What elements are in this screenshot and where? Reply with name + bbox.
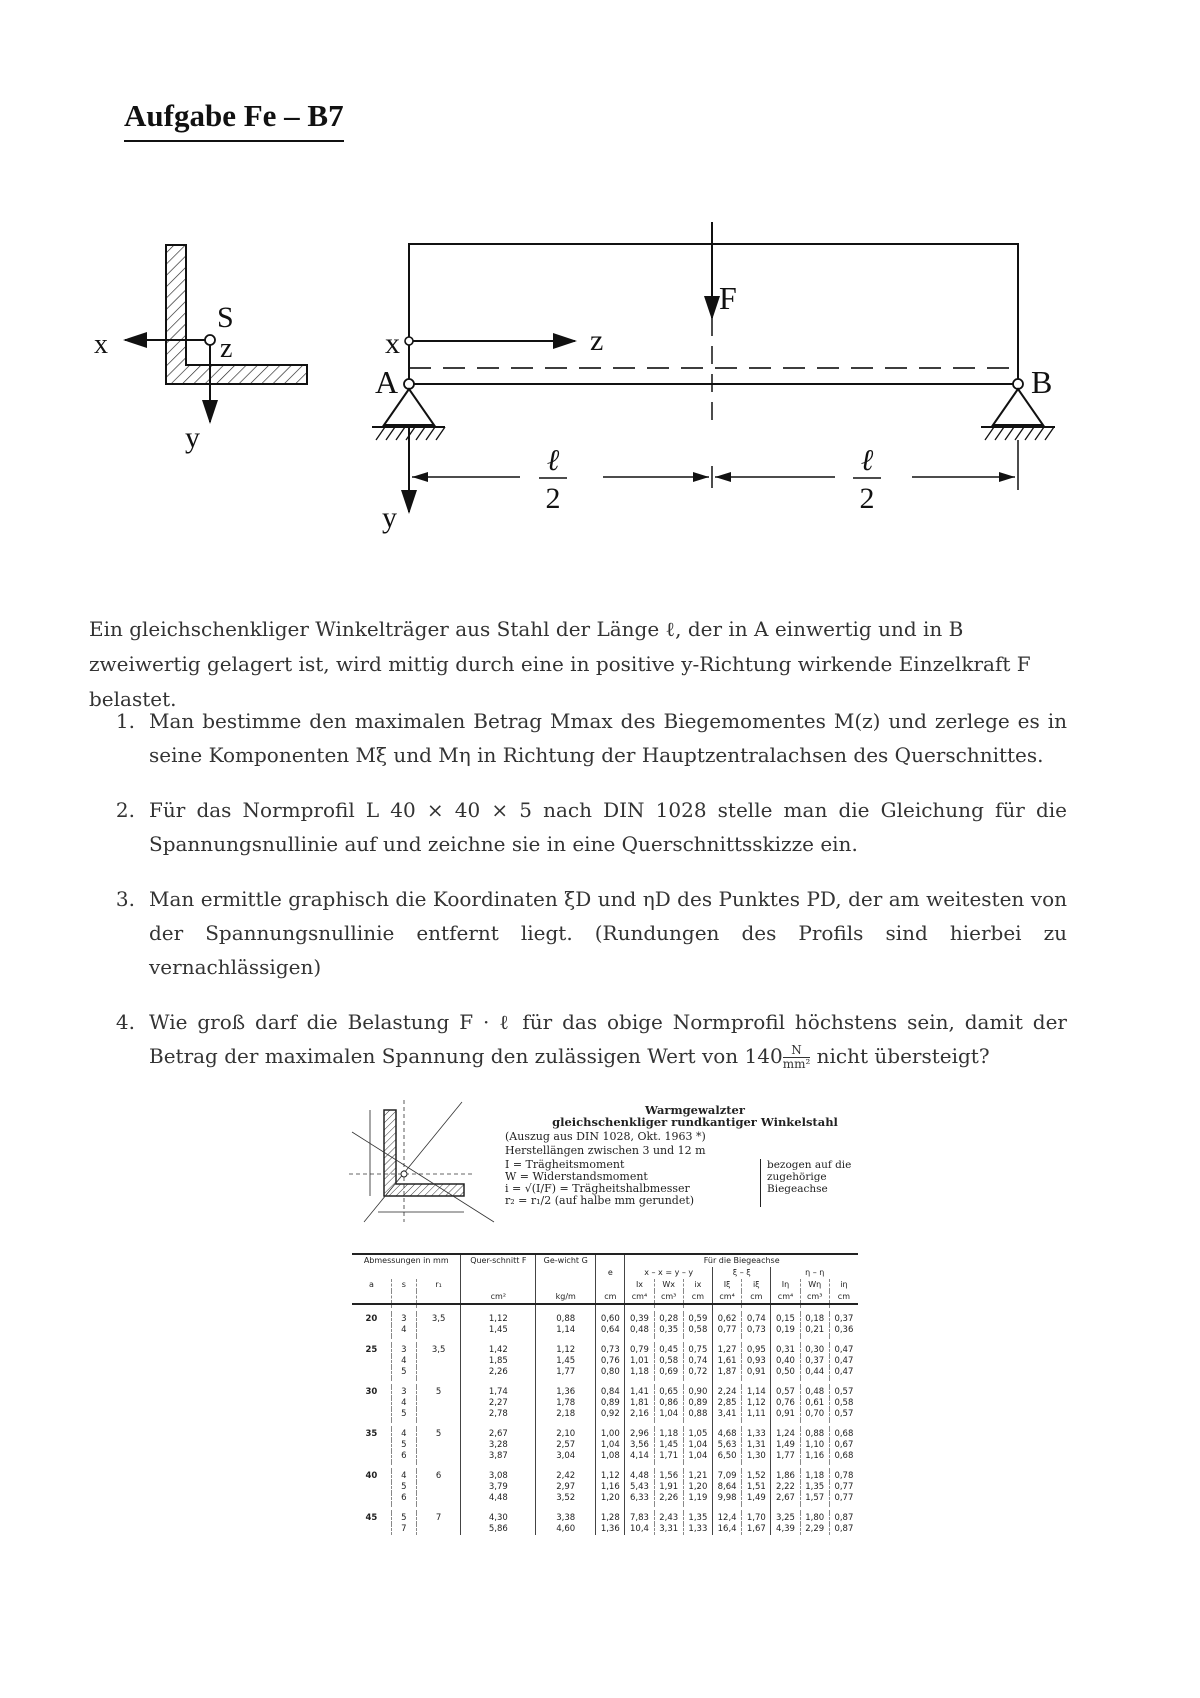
task-text: Für das Normprofil L 40 × 40 × 5 nach DIN 1028 stelle man die Gleichung für die Spannungsnullinie auf und zeichne sie in eine Querschnittsskizze ein.	[149, 798, 1067, 856]
table-cell: 1,67	[742, 1524, 771, 1535]
table-row	[352, 1409, 858, 1420]
table-cell: 4	[391, 1471, 416, 1482]
table-cell: 1,41	[625, 1387, 654, 1398]
table-cell: 0,68	[829, 1429, 858, 1440]
table-subtitle: gleichschenkliger rundkantiger Winkelstahl	[552, 1115, 838, 1129]
table-cell: 0,91	[742, 1367, 771, 1378]
table-row	[352, 1356, 858, 1367]
table-cell: 0,75	[683, 1345, 712, 1356]
table-cell: 0,37	[800, 1356, 829, 1367]
table-cell: 2,67	[771, 1493, 800, 1504]
table-cell: 1,49	[771, 1440, 800, 1451]
table-cell: 0,92	[596, 1409, 625, 1420]
table-cell: 0,87	[829, 1513, 858, 1524]
beam-z-label: z	[590, 324, 604, 357]
table-cell: 0,35	[654, 1325, 683, 1336]
table-cell: 0,89	[683, 1398, 712, 1409]
table-cell: 0,77	[829, 1493, 858, 1504]
table-cell: 16,4	[713, 1524, 742, 1535]
table-cell: 6	[416, 1471, 461, 1482]
table-cell	[352, 1367, 391, 1378]
table-cell: 2,97	[536, 1482, 596, 1493]
table-cell: 1,12	[461, 1314, 536, 1325]
profile-table: Abmessungen in mm Quer-schnitt F Ge-wicht G Für die Biegeachse e x – x = y – y ξ – ξ η – η a s r₁ Ix Wx ix Iξ iξ Iη Wη iη cm² kg/m cm cm⁴ cm³ cm cm⁴ cm cm⁴ cm³ cm 20 3 3,5 1,12 0,88 0,60 0,39 0,28 0,59 0,62 0,74 0,15 0,18 0,37 4 1,45 1,14 0,64 0,48 0,35 0,58 0,77 0,73 0,19 0,21 0,36 25 3 3,5 1,42 1,12 0,73 0,79 0,45 0,75 1,27 0,95 0,31 0,30 0,47 4 1,85 1,45 0,76 1,01 0,58 0,74 1,61 0,93 0,40 0,37 0,47 5 2,26 1,77 0,80 1,18 0,69 0,72 1,87 0,91 0,50 0,44 0,47 30 3 5 1,74 1,36 0,84 1,41 0,65 0,90 2,24 1,14 0,57 0,48 0,57 4 2,27 1,78 0,89 1,81 0,86 0,89 2,85 1,12 0,76 0,61 0,58 5 2,78 2,18 0,92 2,16 1,04 0,88 3,41 1,11 0,91 0,70 0,57 35 4 5 2,67 2,10 1,00 2,96 1,18 1,05 4,68 1,33 1,24 0,88 0,68 5 3,28 2,57 1,04 3,56 1,45 1,04 5,63 1,31 1,49 1,10 0,67 6 3,87 3,04 1,08 4,14 1,71 1,04 6,50 1,30 1,77 1,16 0,68 40 4 6 3,08 2,42 1,12 4,48 1,56 1,21 7,09 1,52 1,86 1,18 0,78 5 3,79 2,97 1,16 5,43 1,91 1,20 8,64 1,51 2,22 1,35 0,77 6 4,48 3,52 1,20 6,33 2,26 1,19 9,98 1,49 2,67 1,57 0,77 45 5 7 4,30 3,38 1,28 7,83 2,43 1,35 12,4 1,70 3,25 1,80 0,87 7 5,86 4,60 1,36 10,4 3,31 1,33 16,4 1,67 4,39 2,29 0,87	[352, 1253, 858, 1535]
table-cell: 4,48	[625, 1471, 654, 1482]
table-cell: 4	[391, 1356, 416, 1367]
table-cell: 5	[391, 1440, 416, 1451]
table-cell	[352, 1482, 391, 1493]
table-cell	[352, 1325, 391, 1336]
table-cell: 7,09	[713, 1471, 742, 1482]
table-cell: 1,86	[771, 1471, 800, 1482]
svg-text:2: 2	[545, 482, 561, 515]
table-lengths: Herstellängen zwischen 3 und 12 m	[505, 1144, 706, 1157]
table-row	[352, 1429, 858, 1440]
table-row	[352, 1314, 858, 1325]
table-cell: 0,79	[625, 1345, 654, 1356]
half-length-right	[853, 444, 881, 515]
table-cell	[416, 1524, 461, 1535]
table-cell: 45	[365, 1513, 378, 1523]
svg-text:ℓ: ℓ	[860, 444, 874, 477]
table-cell: 0,73	[742, 1325, 771, 1336]
table-row	[352, 1524, 858, 1535]
table-cell: 1,04	[683, 1440, 712, 1451]
table-cell: 0,86	[654, 1398, 683, 1409]
table-cell: 4,68	[713, 1429, 742, 1440]
table-source: (Auszug aus DIN 1028, Okt. 1963 *)	[505, 1130, 706, 1143]
table-cell: 4,48	[461, 1493, 536, 1504]
table-row	[352, 1451, 858, 1462]
table-row	[352, 1482, 858, 1493]
table-cell: 0,93	[742, 1356, 771, 1367]
task-number: 1.	[115, 709, 135, 733]
table-cell: 0,89	[596, 1398, 625, 1409]
table-cell	[416, 1325, 461, 1336]
table-title: Warmgewalzter	[645, 1103, 745, 1117]
table-cell: 1,21	[683, 1471, 712, 1482]
table-cell: 10,4	[625, 1524, 654, 1535]
group-spacer	[352, 1336, 858, 1345]
table-cell: 0,88	[800, 1429, 829, 1440]
profile-sketch	[344, 1092, 504, 1232]
table-cell: 4,60	[536, 1524, 596, 1535]
support-a-label: A	[375, 364, 399, 400]
half-length-left	[539, 444, 567, 515]
table-cell: 1,35	[683, 1513, 712, 1524]
table-cell: 3,87	[461, 1451, 536, 1462]
table-cell: 0,44	[800, 1367, 829, 1378]
table-cell: 1,16	[596, 1482, 625, 1493]
section-y-label: y	[185, 421, 200, 454]
table-cell: 0,80	[596, 1367, 625, 1378]
table-cell: 1,77	[771, 1451, 800, 1462]
table-cell: 1,04	[683, 1451, 712, 1462]
table-cell: 0,88	[536, 1314, 596, 1325]
table-cell: 1,51	[742, 1482, 771, 1493]
table-cell: 0,58	[683, 1325, 712, 1336]
table-cell: 2,18	[536, 1409, 596, 1420]
task-text: Man bestimme den maximalen Betrag Mmax des Biegemomentes M(z) und zerlege es in seine Komponenten Mξ und Mη in Richtung der Hauptzentralachsen des Querschnittes.	[149, 709, 1067, 767]
table-cell: 6	[391, 1451, 416, 1462]
table-cell: 0,73	[596, 1345, 625, 1356]
table-cell	[352, 1409, 391, 1420]
table-cell	[416, 1451, 461, 1462]
table-row	[352, 1398, 858, 1409]
cross-section-figure	[94, 245, 307, 454]
table-cell: 2,16	[625, 1409, 654, 1420]
table-cell: 3,38	[536, 1513, 596, 1524]
table-cell: 1,18	[625, 1367, 654, 1378]
table-cell: 1,33	[683, 1524, 712, 1535]
table-cell: 1,12	[742, 1398, 771, 1409]
group-spacer	[352, 1420, 858, 1429]
table-cell: 8,64	[713, 1482, 742, 1493]
table-cell: 0,36	[829, 1325, 858, 1336]
table-cell: 6	[391, 1493, 416, 1504]
table-cell: 0,47	[829, 1356, 858, 1367]
section-x-label: x	[94, 329, 108, 360]
table-cell: 1,77	[536, 1367, 596, 1378]
table-cell: 2,29	[800, 1524, 829, 1535]
table-cell: 0,84	[596, 1387, 625, 1398]
table-cell	[416, 1440, 461, 1451]
table-header	[505, 1104, 885, 1207]
table-cell: 3,5	[416, 1314, 461, 1325]
svg-text:ℓ: ℓ	[546, 444, 560, 477]
table-cell: 0,21	[800, 1325, 829, 1336]
table-cell: 0,74	[683, 1356, 712, 1367]
table-row	[352, 1513, 858, 1524]
table-cell: 0,87	[829, 1524, 858, 1535]
table-cell: 1,31	[742, 1440, 771, 1451]
table-cell: 1,33	[742, 1429, 771, 1440]
table-cell: 2,78	[461, 1409, 536, 1420]
table-cell: 1,91	[654, 1482, 683, 1493]
table-cell: 1,52	[742, 1471, 771, 1482]
table-cell: 0,74	[742, 1314, 771, 1325]
table-cell: 7	[416, 1513, 461, 1524]
table-row	[352, 1325, 858, 1336]
table-cell: 3,52	[536, 1493, 596, 1504]
table-cell: 0,15	[771, 1314, 800, 1325]
table-cell: 5	[416, 1429, 461, 1440]
table-cell: 4	[391, 1325, 416, 1336]
table-cell	[352, 1398, 391, 1409]
beam-figure	[372, 222, 1055, 534]
table-cell: 1,12	[596, 1471, 625, 1482]
task-list	[89, 704, 1067, 1094]
table-cell: 0,64	[596, 1325, 625, 1336]
section-z-label: z	[220, 333, 233, 364]
table-cell: 0,28	[654, 1314, 683, 1325]
table-cell: 4,39	[771, 1524, 800, 1535]
table-cell: 0,69	[654, 1367, 683, 1378]
table-cell: 30	[365, 1387, 378, 1397]
page-title: Aufgabe Fe – B7	[124, 98, 344, 142]
table-cell: 2,26	[654, 1493, 683, 1504]
table-row	[352, 1367, 858, 1378]
table-cell	[416, 1482, 461, 1493]
table-cell: 0,91	[771, 1409, 800, 1420]
task-item	[89, 793, 1067, 861]
task-number: 3.	[115, 887, 135, 911]
task-text: Man ermittle graphisch die Koordinaten ξD und ηD des Punktes PD, der am weitesten von der Spannungsnullinie entfernt liegt. (Rundungen des Profils sind hierbei zu vernachlässigen)	[149, 887, 1067, 979]
table-cell: 1,78	[536, 1398, 596, 1409]
table-cell: 2,42	[536, 1471, 596, 1482]
table-cell: 1,08	[596, 1451, 625, 1462]
group-spacer	[352, 1378, 858, 1387]
table-cell: 0,88	[683, 1409, 712, 1420]
task-item	[89, 1005, 1067, 1073]
table-cell: 6,33	[625, 1493, 654, 1504]
table-row	[352, 1345, 858, 1356]
table-cell: 1,87	[713, 1367, 742, 1378]
table-cell: 0,72	[683, 1367, 712, 1378]
table-cell: 0,18	[800, 1314, 829, 1325]
table-cell: 0,47	[829, 1345, 858, 1356]
table-cell: 7	[391, 1524, 416, 1535]
table-cell: 2,26	[461, 1367, 536, 1378]
svg-text:2: 2	[859, 482, 875, 515]
table-cell: 3,31	[654, 1524, 683, 1535]
table-cell: 1,27	[713, 1345, 742, 1356]
table-cell: 2,96	[625, 1429, 654, 1440]
angle-profile-shape	[166, 245, 307, 384]
table-cell: 3	[391, 1345, 416, 1356]
group-spacer	[352, 1504, 858, 1513]
table-cell	[352, 1356, 391, 1367]
table-cell: 1,00	[596, 1429, 625, 1440]
table-legend: I = Trägheitsmoment W = Widerstandsmoment i = √(I/F) = Trägheitshalbmesser r₂ = r₁/2 (auf halbe mm gerundet) bezogen auf die zugehörige Biegeachse	[505, 1159, 885, 1207]
table-cell: 1,42	[461, 1345, 536, 1356]
table-cell: 0,58	[654, 1356, 683, 1367]
table-cell: 3,56	[625, 1440, 654, 1451]
table-cell: 5	[391, 1367, 416, 1378]
beam-x-label: x	[385, 327, 400, 360]
table-cell: 3,5	[416, 1345, 461, 1356]
table-cell: 2,24	[713, 1387, 742, 1398]
table-cell: 0,67	[829, 1440, 858, 1451]
table-cell: 1,28	[596, 1513, 625, 1524]
table-cell: 4	[391, 1398, 416, 1409]
table-cell: 0,70	[800, 1409, 829, 1420]
beam-outline	[409, 244, 1018, 384]
table-cell	[352, 1524, 391, 1535]
profile-table-body	[352, 1304, 858, 1535]
table-cell: 0,78	[829, 1471, 858, 1482]
table-cell	[352, 1440, 391, 1451]
table-cell: 4	[391, 1429, 416, 1440]
stress-unit-fraction: $\frac{N}{\text{mm²}}$	[782, 1043, 811, 1071]
centroid-marker	[205, 335, 215, 345]
task-item	[89, 704, 1067, 772]
table-cell: 2,67	[461, 1429, 536, 1440]
table-cell: 1,20	[683, 1482, 712, 1493]
table-cell: 1,74	[461, 1387, 536, 1398]
table-cell: 2,22	[771, 1482, 800, 1493]
table-cell	[416, 1409, 461, 1420]
table-cell: 0,60	[596, 1314, 625, 1325]
table-cell: 1,80	[800, 1513, 829, 1524]
table-cell: 5	[391, 1409, 416, 1420]
table-cell: 0,76	[771, 1398, 800, 1409]
task-item	[89, 882, 1067, 984]
table-cell: 5,86	[461, 1524, 536, 1535]
table-cell: 3,25	[771, 1513, 800, 1524]
table-cell: 0,40	[771, 1356, 800, 1367]
table-cell: 0,68	[829, 1451, 858, 1462]
table-cell: 5	[391, 1513, 416, 1524]
table-cell: 4,30	[461, 1513, 536, 1524]
table-cell	[416, 1493, 461, 1504]
table-cell: 2,27	[461, 1398, 536, 1409]
table-cell: 0,90	[683, 1387, 712, 1398]
table-cell: 1,56	[654, 1471, 683, 1482]
table-cell: 20	[365, 1314, 378, 1324]
table-cell: 0,50	[771, 1367, 800, 1378]
table-cell: 0,45	[654, 1345, 683, 1356]
table-row	[352, 1440, 858, 1451]
table-cell: 5	[416, 1387, 461, 1398]
force-label: F	[719, 280, 737, 316]
table-cell: 0,39	[625, 1314, 654, 1325]
table-cell: 1,20	[596, 1493, 625, 1504]
section-s-label: S	[217, 301, 234, 334]
table-cell: 0,62	[713, 1314, 742, 1325]
table-cell: 0,77	[713, 1325, 742, 1336]
table-cell: 1,14	[536, 1325, 596, 1336]
table-cell: 1,04	[596, 1440, 625, 1451]
table-cell: 3	[391, 1387, 416, 1398]
task-text: Wie groß darf die Belastung F · ℓ für das obige Normprofil höchstens sein, damit der Betrag der maximalen Spannung den zulässigen Wert von 140 $\frac{N}{\text{mm²}}$ nicht übersteigt?	[149, 1010, 1067, 1071]
table-cell: 0,59	[683, 1314, 712, 1325]
table-cell	[416, 1356, 461, 1367]
table-cell: 1,71	[654, 1451, 683, 1462]
table-cell: 3	[391, 1314, 416, 1325]
table-cell: 9,98	[713, 1493, 742, 1504]
table-cell: 2,57	[536, 1440, 596, 1451]
table-cell: 3,41	[713, 1409, 742, 1420]
support-b-label: B	[1031, 364, 1053, 400]
table-cell: 1,45	[536, 1356, 596, 1367]
table-cell: 2,43	[654, 1513, 683, 1524]
table-cell	[416, 1398, 461, 1409]
table-cell	[416, 1367, 461, 1378]
table-row	[352, 1387, 858, 1398]
table-cell: 1,01	[625, 1356, 654, 1367]
table-cell: 1,11	[742, 1409, 771, 1420]
table-cell: 3,08	[461, 1471, 536, 1482]
table-cell: 0,57	[829, 1387, 858, 1398]
table-cell: 1,57	[800, 1493, 829, 1504]
table-cell: 0,31	[771, 1345, 800, 1356]
problem-intro: Ein gleichschenkliger Winkelträger aus Stahl der Länge ℓ, der in A einwertig und in B zweiwertig gelagert ist, wird mittig durch eine in positive y-Richtung wirkende Einzelkraft F belastet.	[89, 617, 1031, 711]
table-cell: 1,05	[683, 1429, 712, 1440]
table-cell: 1,12	[536, 1345, 596, 1356]
table-cell: 0,37	[829, 1314, 858, 1325]
table-cell: 1,81	[625, 1398, 654, 1409]
table-cell: 1,04	[654, 1409, 683, 1420]
table-cell: 4,14	[625, 1451, 654, 1462]
table-cell: 6,50	[713, 1451, 742, 1462]
table-cell: 3,04	[536, 1451, 596, 1462]
table-legend-note: bezogen auf die zugehörige Biegeachse	[760, 1159, 885, 1207]
table-cell: 2,85	[713, 1398, 742, 1409]
table-cell: 1,35	[800, 1482, 829, 1493]
table-cell: 0,30	[800, 1345, 829, 1356]
table-cell: 1,61	[713, 1356, 742, 1367]
group-spacer	[352, 1304, 858, 1314]
table-cell: 0,76	[596, 1356, 625, 1367]
table-cell: 1,85	[461, 1356, 536, 1367]
table-cell: 0,47	[829, 1367, 858, 1378]
table-cell: 0,57	[771, 1387, 800, 1398]
table-cell: 0,48	[800, 1387, 829, 1398]
table-cell: 0,57	[829, 1409, 858, 1420]
table-cell: 0,19	[771, 1325, 800, 1336]
table-cell: 5	[391, 1482, 416, 1493]
group-spacer	[352, 1462, 858, 1471]
dimension-line	[412, 440, 1018, 490]
table-cell: 1,30	[742, 1451, 771, 1462]
table-cell: 1,18	[654, 1429, 683, 1440]
table-cell: 1,49	[742, 1493, 771, 1504]
table-cell: 1,36	[596, 1524, 625, 1535]
table-cell: 1,19	[683, 1493, 712, 1504]
table-cell: 1,18	[800, 1471, 829, 1482]
table-cell: 1,45	[654, 1440, 683, 1451]
table-cell: 1,10	[800, 1440, 829, 1451]
table-cell: 0,95	[742, 1345, 771, 1356]
table-cell: 12,4	[713, 1513, 742, 1524]
problem-figure	[0, 0, 1200, 560]
beam-y-label: y	[382, 501, 397, 534]
table-row	[352, 1493, 858, 1504]
table-cell: 1,16	[800, 1451, 829, 1462]
table-cell: 1,24	[771, 1429, 800, 1440]
table-cell: 0,58	[829, 1398, 858, 1409]
table-cell: 5,63	[713, 1440, 742, 1451]
table-cell: 7,83	[625, 1513, 654, 1524]
task-number: 4.	[115, 1010, 135, 1034]
table-cell: 0,61	[800, 1398, 829, 1409]
table-cell: 1,45	[461, 1325, 536, 1336]
table-cell: 25	[365, 1345, 378, 1355]
table-cell: 1,36	[536, 1387, 596, 1398]
table-cell: 0,65	[654, 1387, 683, 1398]
table-cell: 0,77	[829, 1482, 858, 1493]
table-row	[352, 1471, 858, 1482]
table-cell	[352, 1493, 391, 1504]
table-cell: 40	[365, 1471, 378, 1481]
table-cell: 1,70	[742, 1513, 771, 1524]
table-cell: 5,43	[625, 1482, 654, 1493]
table-cell: 3,28	[461, 1440, 536, 1451]
table-cell: 1,14	[742, 1387, 771, 1398]
table-cell	[352, 1451, 391, 1462]
table-cell: 0,48	[625, 1325, 654, 1336]
table-cell: 35	[365, 1429, 378, 1439]
table-cell: 3,79	[461, 1482, 536, 1493]
task-number: 2.	[115, 798, 135, 822]
table-cell: 2,10	[536, 1429, 596, 1440]
